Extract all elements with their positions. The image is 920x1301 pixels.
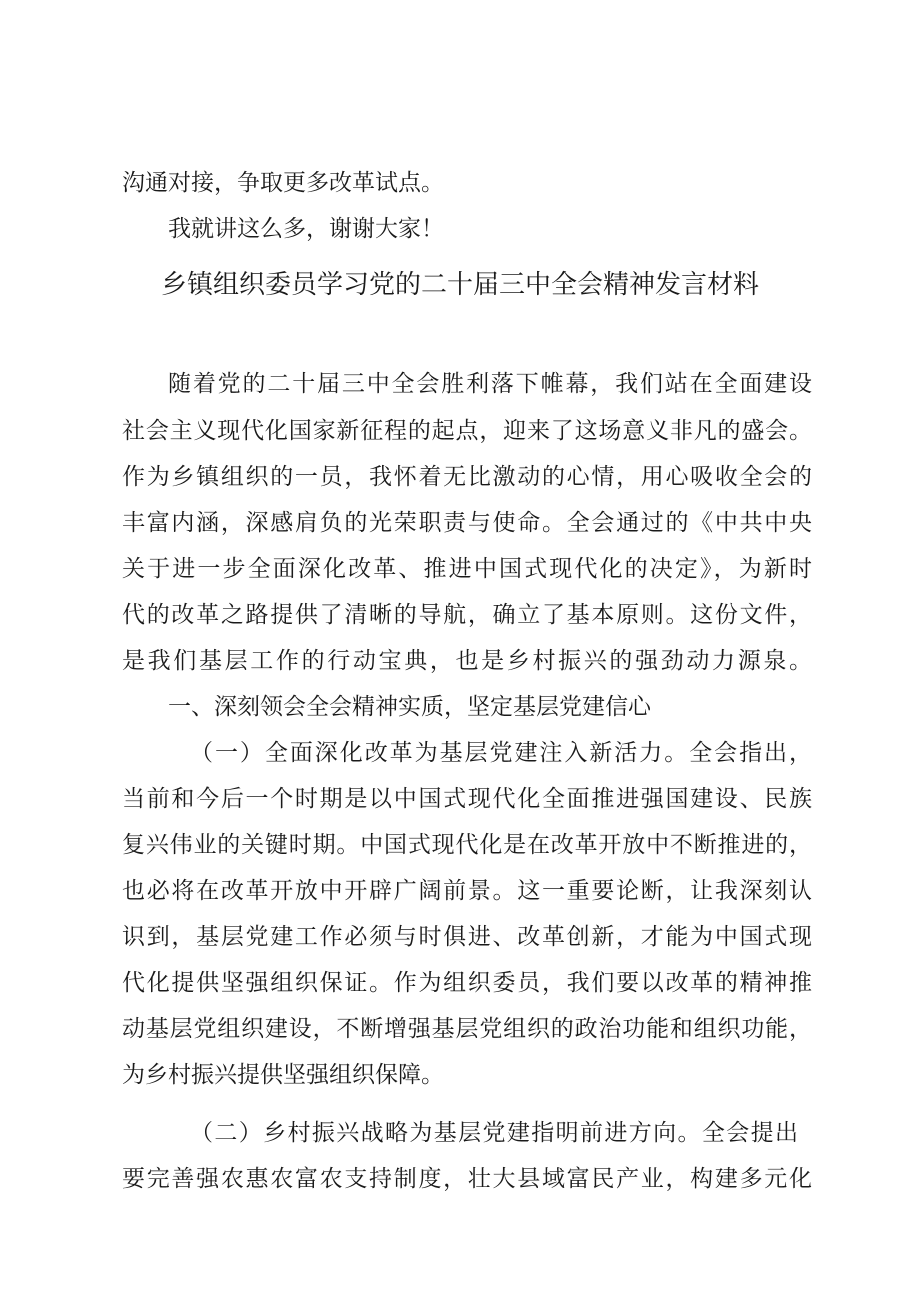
paragraph-line: 随着党的二十届三中全会胜利落下帷幕，我们站在全面建设	[168, 371, 812, 397]
paragraph-line: 识到，基层党建工作必须与时俱进、改革创新，才能为中国式现	[122, 924, 812, 950]
paragraph-line: 作为乡镇组织的一员，我怀着无比激动的心情，用心吸收全会的	[122, 464, 812, 490]
previous-closing-line: 我就讲这么多，谢谢大家！	[168, 216, 444, 242]
paragraph-line: 是我们基层工作的行动宝典，也是乡村振兴的强劲动力源泉。	[122, 648, 812, 674]
section-heading: 一、深刻领会全会精神实质，坚定基层党建信心	[168, 694, 651, 720]
paragraph-line: 要完善强农惠农富农支持制度，壮大县域富民产业，构建多元化	[122, 1166, 812, 1192]
paragraph-line: 也必将在改革开放中开辟广阔前景。这一重要论断，让我深刻认	[122, 878, 812, 904]
paragraph-line: 代化提供坚强组织保证。作为组织委员，我们要以改革的精神推	[122, 970, 812, 996]
paragraph-line: （二）乡村振兴战略为基层党建指明前进方向。全会提出	[190, 1120, 798, 1146]
paragraph-line: （一）全面深化改革为基层党建注入新活力。全会指出，	[190, 740, 812, 766]
paragraph-line: 复兴伟业的关键时期。中国式现代化是在改革开放中不断推进的，	[122, 832, 812, 858]
paragraph-line: 丰富内涵，深感肩负的光荣职责与使命。全会通过的《中共中央	[122, 510, 812, 536]
paragraph-line: 社会主义现代化国家新征程的起点，迎来了这场意义非凡的盛会。	[122, 418, 812, 444]
document-title: 乡镇组织委员学习党的二十届三中全会精神发言材料	[160, 270, 759, 300]
paragraph-line: 动基层党组织建设，不断增强基层党组织的政治功能和组织功能，	[122, 1016, 812, 1042]
paragraph-line: 为乡村振兴提供坚强组织保障。	[122, 1062, 444, 1088]
paragraph-line: 当前和今后一个时期是以中国式现代化全面推进强国建设、民族	[122, 786, 812, 812]
paragraph-line: 代的改革之路提供了清晰的导航，确立了基本原则。这份文件，	[122, 602, 812, 628]
paragraph-line: 关于进一步全面深化改革、推进中国式现代化的决定》，为新时	[122, 556, 812, 582]
previous-text-line: 沟通对接，争取更多改革试点。	[122, 170, 444, 196]
